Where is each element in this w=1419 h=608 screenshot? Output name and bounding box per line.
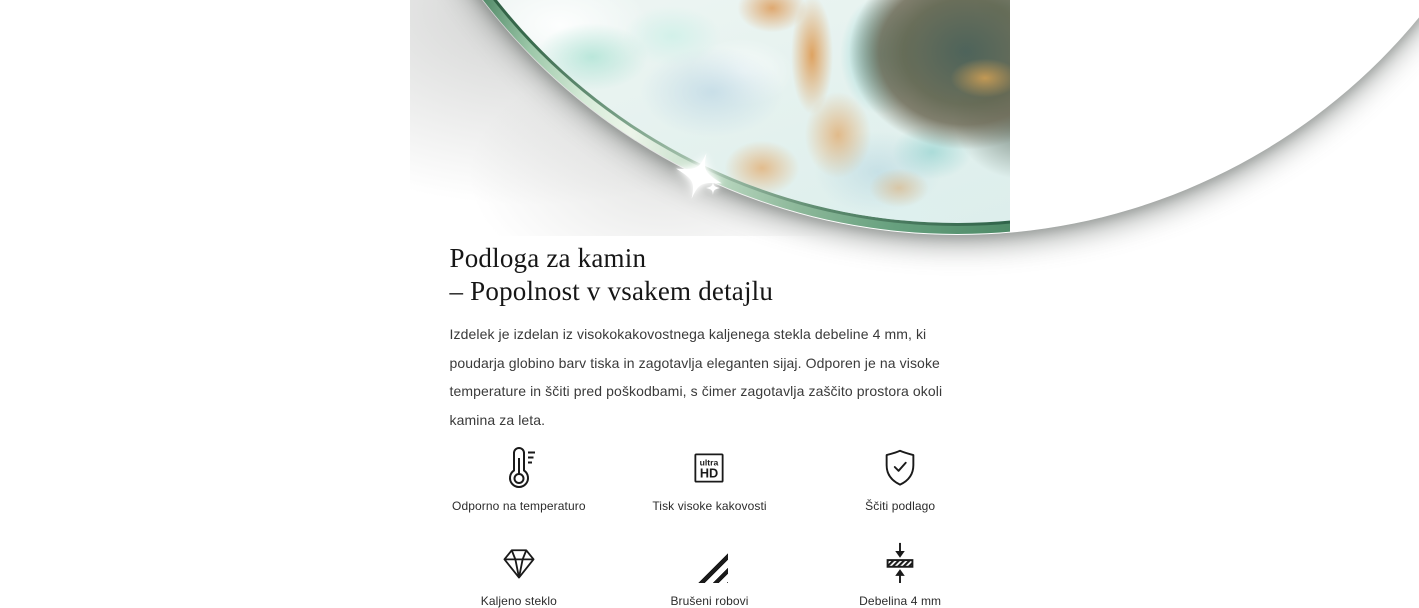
feature-item-print-quality: [614, 442, 805, 513]
feature-label: Ščiti podlago: [865, 499, 935, 513]
feature-label: Kaljeno steklo: [481, 594, 557, 608]
product-description: Izdelek je izdelan iz visokokakovostnega kaljenega stekla debeline 4 mm, ki poudarja globino barv tiska in zagotavlja eleganten sijaj. Odporen je na visoke temperature in ščiti pred poškodbami, s čimer zagotavlja zaščito prostora okoli kamina za leta.: [450, 320, 970, 434]
ultra-hd-icon: [689, 442, 729, 488]
ultra-hd-icon-text-top: ultra: [700, 458, 719, 468]
ultra-hd-icon-text-bottom: HD: [700, 466, 718, 481]
feature-item-tempered-glass: [424, 537, 615, 608]
feature-item-temperature: [424, 442, 615, 513]
beveled-edges-icon: [691, 537, 728, 583]
shield-check-icon: [879, 442, 921, 488]
page-title-line1: Podloga za kamin: [450, 243, 647, 273]
diamond-icon: [499, 537, 539, 583]
feature-grid: [424, 442, 996, 608]
feature-label: Brušeni robovi: [670, 594, 748, 608]
feature-label: Debelina 4 mm: [859, 594, 941, 608]
feature-item-protects: [805, 442, 996, 513]
page-title-line2: – Popolnost v vsakem detajlu: [450, 276, 774, 306]
feature-label: Tisk visoke kakovosti: [652, 499, 766, 513]
thickness-icon: [879, 537, 921, 583]
feature-label: Odporno na temperaturo: [452, 499, 586, 513]
page-title: [450, 242, 970, 308]
sparkle-small-icon: [706, 181, 720, 195]
feature-item-thickness: [805, 537, 996, 608]
thermometer-icon: [497, 442, 541, 488]
feature-item-beveled-edges: [614, 537, 805, 608]
product-photo: [410, 0, 1010, 236]
product-info-page: [410, 0, 1010, 600]
